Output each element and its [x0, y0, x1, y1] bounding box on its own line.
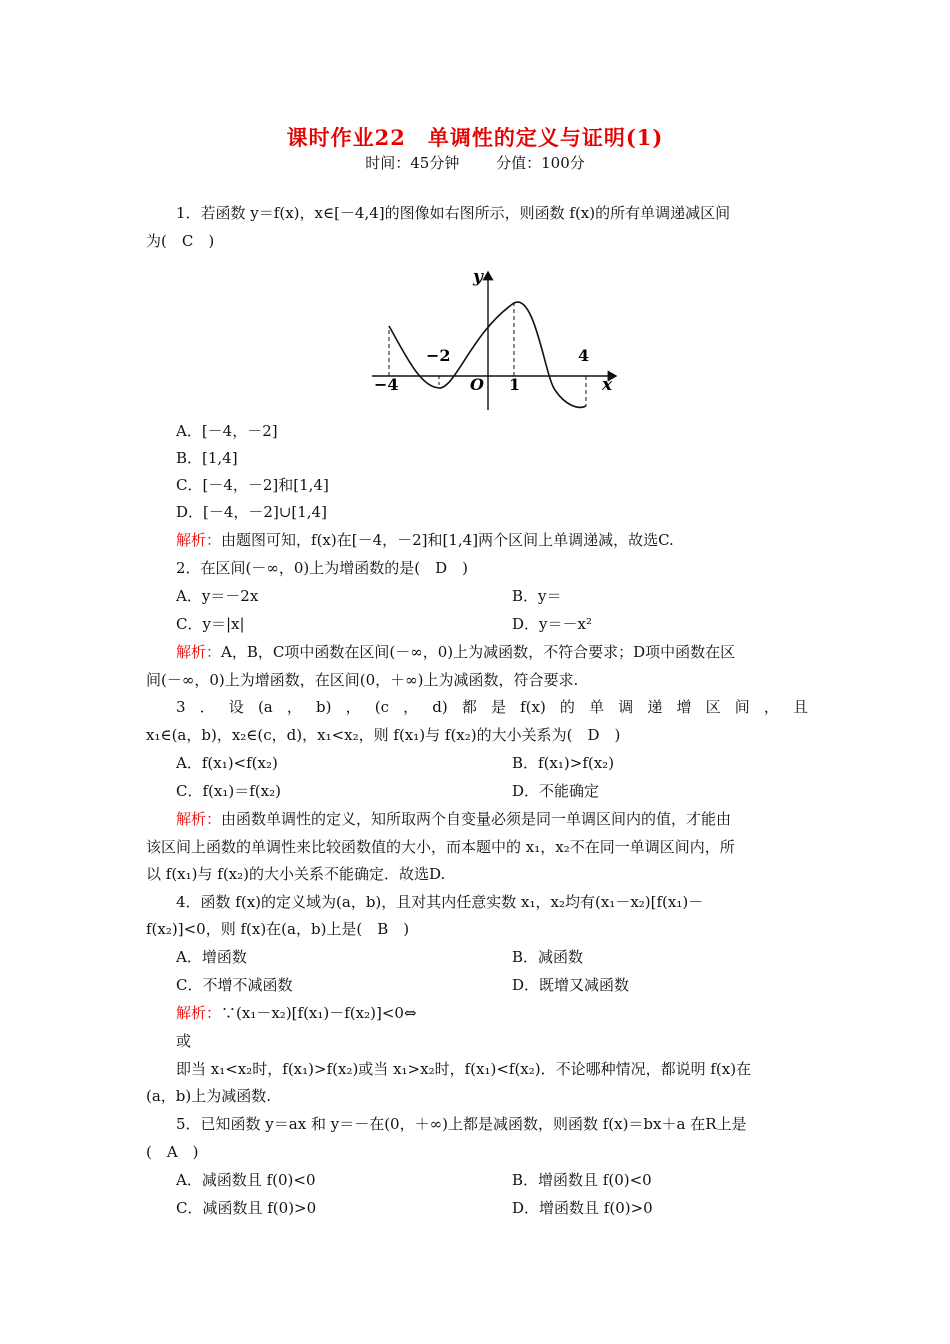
q1-option-c: C．[－4，－2]和[1,4] [176, 476, 329, 494]
q3-option-a: A．f(x₁)<f(x₂) [176, 754, 278, 772]
q4-option-b: B．减函数 [512, 948, 584, 966]
q4-solution-line1 [176, 1002, 417, 1023]
q3-solution-label: 解析： [176, 810, 222, 828]
q2-stem: 2．在区间(－∞，0)上为增函数的是( D ) [176, 559, 469, 577]
y-axis-label: y [473, 267, 483, 287]
q1-option-b: B．[1,4] [176, 449, 238, 467]
q5-option-a: A．减函数且 f(0)<0 [176, 1171, 316, 1189]
q4-solution-label: 解析： [176, 1004, 222, 1022]
q3-solution-line1 [176, 808, 731, 829]
q5-option-c: C．减函数且 f(0)>0 [176, 1199, 317, 1217]
q2-option-d: D．y＝－x² [512, 615, 592, 633]
q5-option-d: D．增函数且 f(0)>0 [512, 1199, 653, 1217]
q4-solution-line4: (a，b)上为减函数. [146, 1087, 272, 1105]
q4-solution-line2: 或 [176, 1032, 192, 1050]
q4-stem-line1: 4．函数 f(x)的定义域为(a，b)，且对其内任意实数 x₁，x₂均有(x₁－x₂)[f(x₁)－ [176, 893, 704, 911]
tick-1: 1 [509, 375, 521, 394]
q2-option-b: B．y＝ [512, 587, 562, 605]
origin-label: O [470, 375, 484, 394]
q3-stem-line1: 3．设(a，b)，(c，d)都是f(x)的单调递增区间，且 [176, 698, 808, 716]
total-score: 分值：100分 [496, 154, 585, 172]
page-subtitle [0, 152, 950, 173]
q1-solution-label: 解析： [176, 531, 222, 549]
q2-option-c: C．y＝|x| [176, 615, 245, 633]
q1-function-graph [360, 262, 630, 422]
q1-stem-line1: 1．若函数 y＝f(x)，x∈[－4,4]的图像如右图所示，则函数 f(x)的所有单调递减区间 [176, 204, 731, 222]
q4-solution-text1: ∵(x₁－x₂)[f(x₁)－f(x₂)]<0⇔ [221, 1004, 417, 1022]
tick-minus2: −2 [426, 346, 451, 365]
q3-stem-line2: x₁∈(a，b)，x₂∈(c，d)，x₁<x₂，则 f(x₁)与 f(x₂)的大小关系为( D ) [146, 726, 621, 744]
q5-option-b: B．增函数且 f(0)<0 [512, 1171, 652, 1189]
tick-minus4: −4 [374, 375, 399, 394]
q1-stem-line2: 为( C ) [146, 232, 215, 250]
q2-solution-label: 解析： [176, 643, 222, 661]
q1-option-d: D．[－4，－2]∪[1,4] [176, 503, 327, 521]
q4-solution-line3: 即当 x₁<x₂时，f(x₁)>f(x₂)或当 x₁>x₂时，f(x₁)<f(x₂)．不论哪种情况，都说明 f(x)在 [176, 1060, 752, 1078]
q5-stem-line1: 5．已知函数 y＝ax 和 y＝－在(0，＋∞)上都是减函数，则函数 f(x)＝bx＋a 在R上是 [176, 1115, 747, 1133]
q3-solution-text1: 由函数单调性的定义，知所取两个自变量必须是同一单调区间内的值，才能由 [221, 810, 732, 828]
x-axis-label: x [602, 375, 613, 395]
q1-option-a: A．[－4，－2] [176, 422, 278, 440]
q4-option-d: D．既增又减函数 [512, 976, 630, 994]
q2-solution-text1: A，B，C项中函数在区间(－∞，0)上为减函数，不符合要求；D项中函数在区 [221, 643, 736, 661]
q3-solution-line2: 该区间上函数的单调性来比较函数值的大小，而本题中的 x₁，x₂不在同一单调区间内，所 [146, 838, 735, 856]
tick-4: 4 [578, 346, 590, 365]
q1-solution [176, 529, 674, 550]
q1-solution-text: 由题图可知，f(x)在[－4，－2]和[1,4]两个区间上单调递减，故选C. [221, 531, 674, 549]
q3-option-c: C．f(x₁)＝f(x₂) [176, 782, 281, 800]
q4-stem-line2: f(x₂)]<0，则 f(x)在(a，b)上是( B ) [146, 920, 410, 938]
q2-option-a: A．y＝－2x [176, 587, 259, 605]
q2-solution-line2: 间(－∞，0)上为增函数，在区间(0，＋∞)上为减函数，符合要求. [146, 671, 579, 689]
q2-solution-line1 [176, 641, 735, 662]
q4-option-c: C．不增不减函数 [176, 976, 293, 994]
q4-option-a: A．增函数 [176, 948, 247, 966]
q3-option-d: D．不能确定 [512, 782, 600, 800]
time-limit: 时间：45分钟 [365, 154, 460, 172]
q5-stem-line2: ( A ) [146, 1143, 199, 1161]
q3-solution-line3: 以 f(x₁)与 f(x₂)的大小关系不能确定．故选D. [146, 865, 446, 883]
q3-option-b: B．f(x₁)>f(x₂) [512, 754, 615, 772]
page-title: 课时作业22 单调性的定义与证明(1) [286, 125, 664, 150]
